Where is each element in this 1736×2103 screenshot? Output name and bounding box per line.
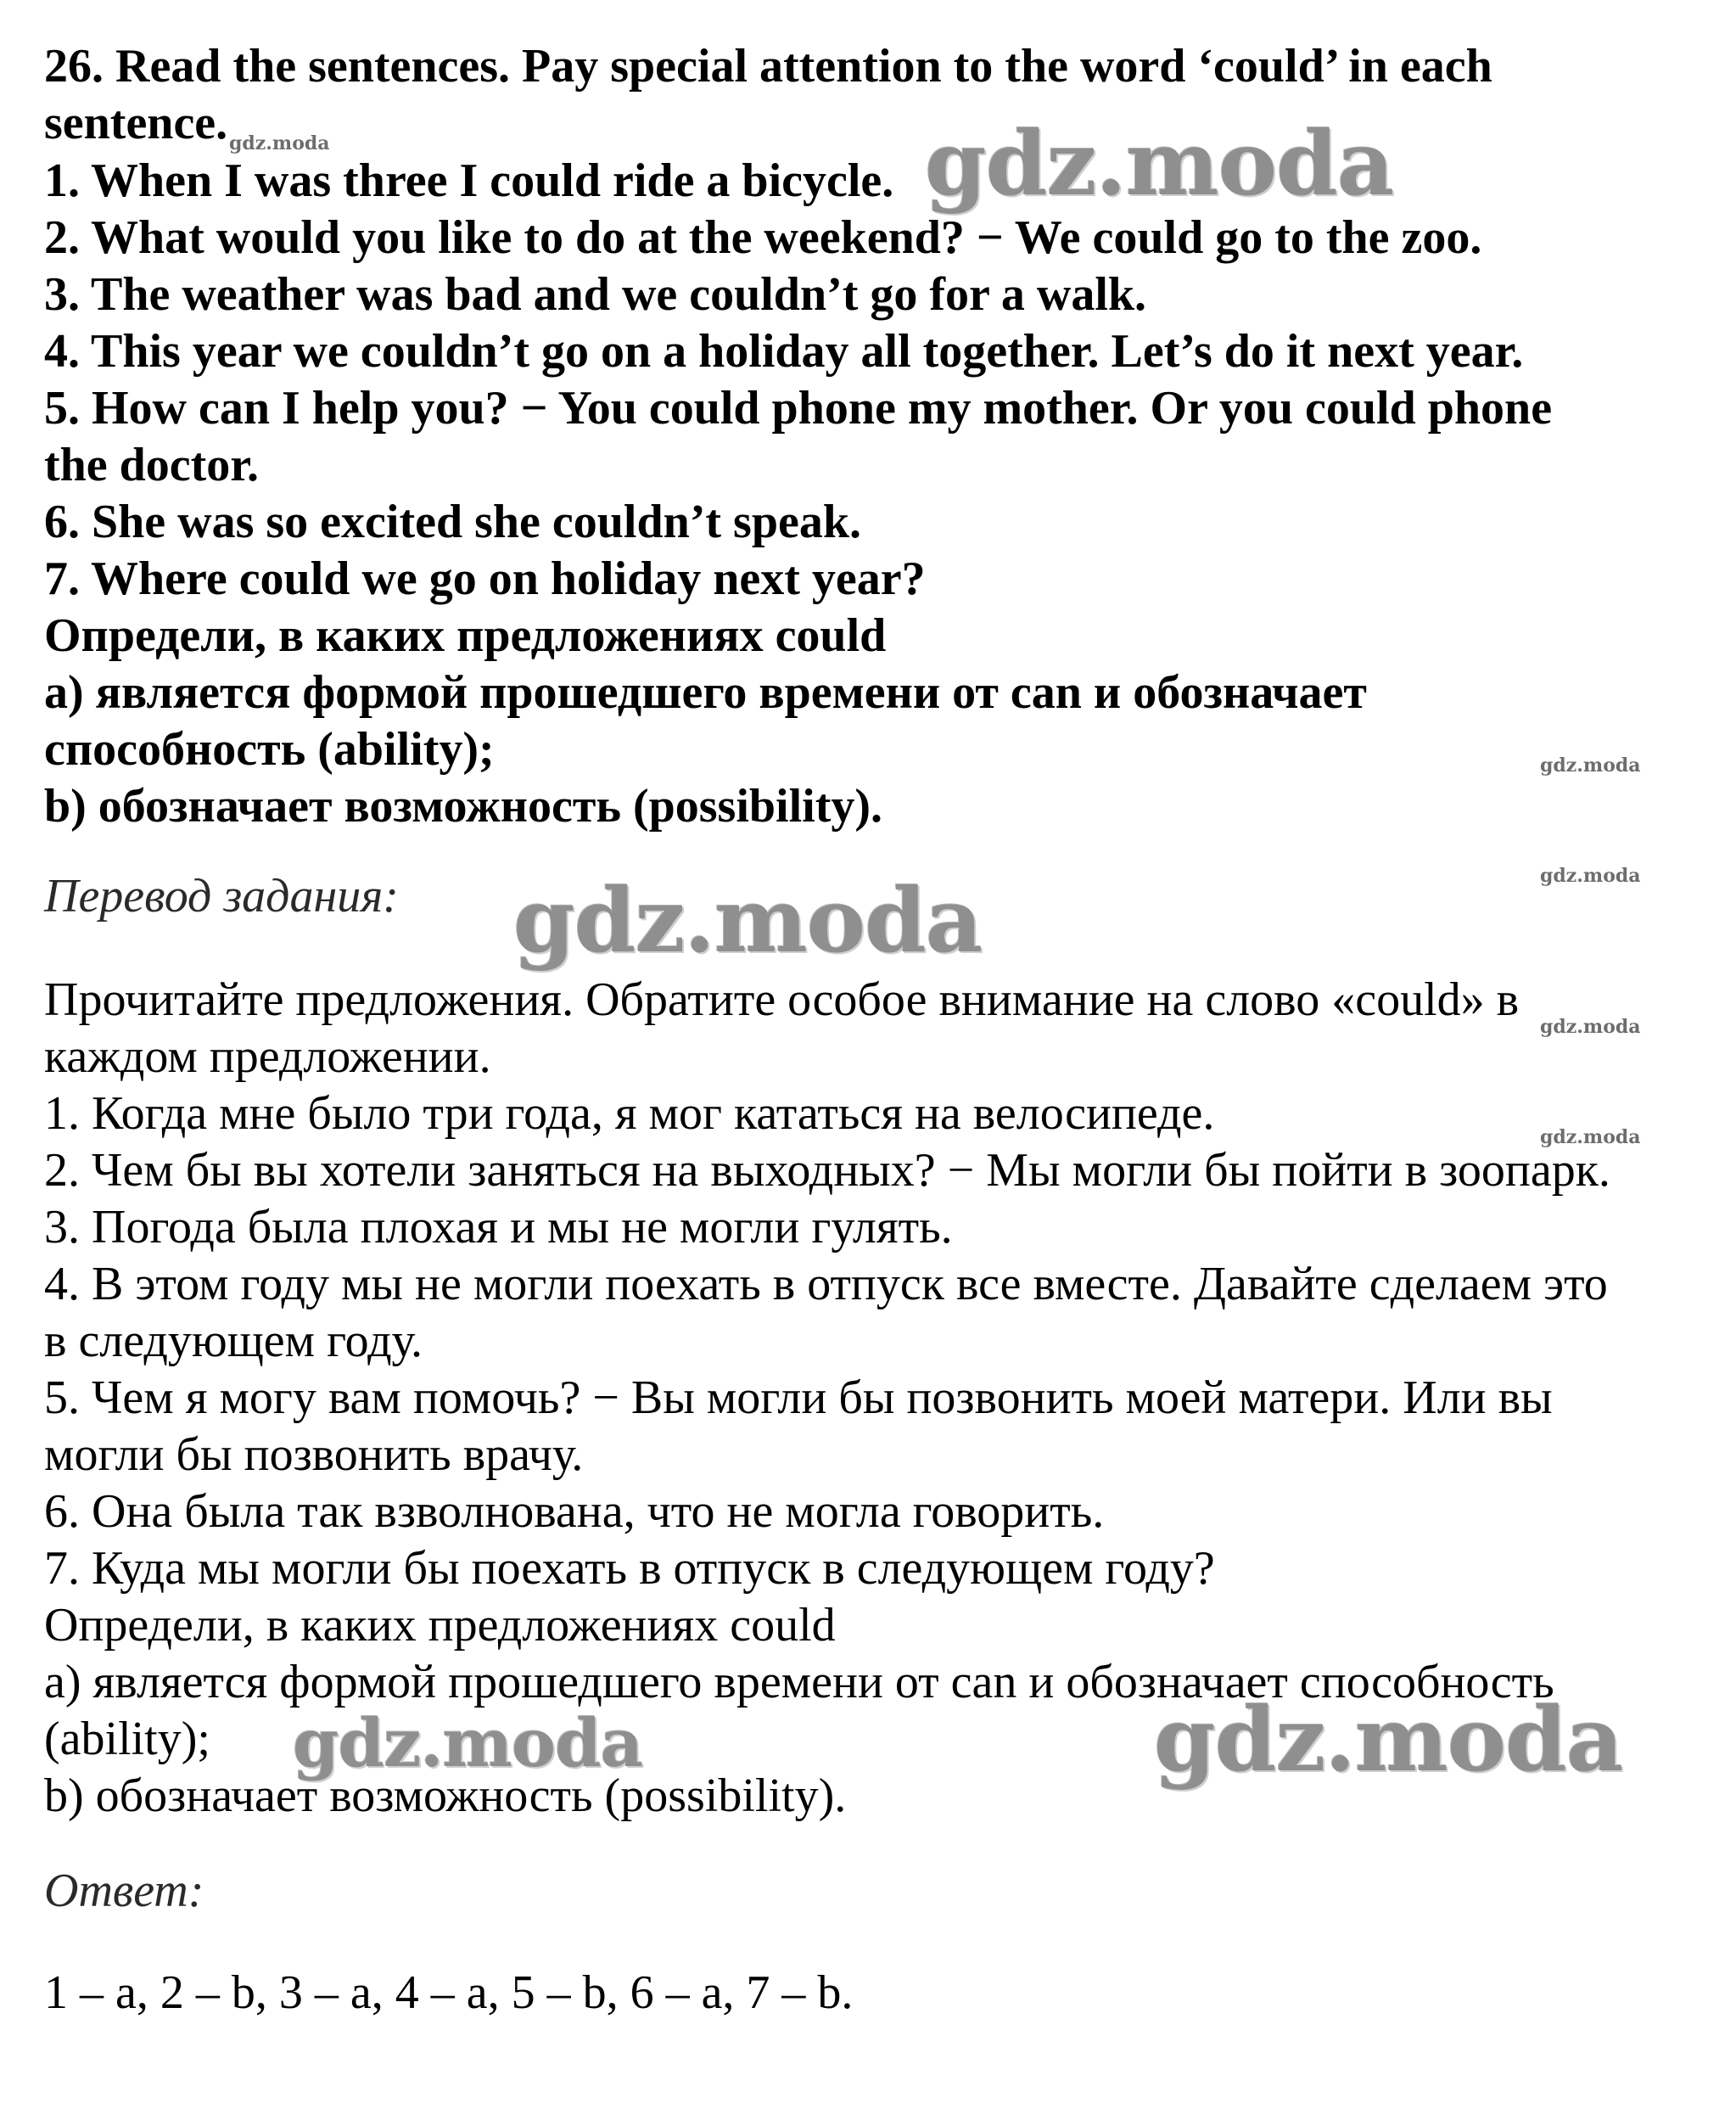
watermark: gdz.moda (513, 868, 983, 973)
translation-line: 3. Погода была плохая и мы не могли гулять. (44, 1201, 953, 1253)
task-instruction: Определи, в каких предложениях could (44, 609, 887, 662)
watermark: gdz.moda (1154, 1687, 1623, 1792)
task-instruction: a) является формой прошедшего времени от can и обозначает (44, 666, 1367, 719)
translation-line: (ability); (44, 1713, 210, 1765)
task-sentence: 3. The weather was bad and we couldn’t go for a walk. (44, 268, 1147, 321)
answer-label: Ответ: (44, 1865, 204, 1917)
task-heading-continued: sentence. (44, 97, 228, 149)
translation-line: Определи, в каких предложениях could (44, 1599, 836, 1652)
watermark: gdz.moda (229, 132, 330, 154)
task-sentence: 2. What would you like to do at the weekend? − We could go to the zoo. (44, 211, 1482, 264)
answer-text: 1 – a, 2 – b, 3 – a, 4 – a, 5 – b, 6 – a, 7 – b. (44, 1966, 854, 2019)
task-heading: 26. Read the sentences. Pay special attention to the word ‘could’ in each (44, 40, 1492, 93)
translation-line: 6. Она была так взволнована, что не могла говорить. (44, 1485, 1105, 1538)
translation-line: b) обозначает возможность (possibility). (44, 1769, 847, 1822)
task-instruction: b) обозначает возможность (possibility). (44, 780, 883, 833)
watermark: gdz.moda (1540, 754, 1641, 777)
translation-line: 2. Чем бы вы хотели заняться на выходных? − Мы могли бы пойти в зоопарк. (44, 1144, 1610, 1197)
translation-label: Перевод задания: (44, 870, 399, 923)
watermark: gdz.moda (293, 1705, 643, 1782)
translation-line: могли бы позвонить врачу. (44, 1428, 584, 1481)
watermark: gdz.moda (1540, 865, 1641, 887)
task-sentence: the doctor. (44, 439, 260, 491)
task-sentence: 6. She was so excited she couldn’t speak. (44, 496, 861, 548)
task-sentence: 7. Where could we go on holiday next year? (44, 552, 926, 605)
task-sentence: 4. This year we couldn’t go on a holiday all together. Let’s do it next year. (44, 325, 1524, 378)
translation-line: a) является формой прошедшего времени от can и обозначает способность (44, 1656, 1554, 1708)
watermark: gdz.moda (925, 111, 1394, 216)
watermark: gdz.moda (1540, 1016, 1641, 1038)
watermark: gdz.moda (1540, 1126, 1641, 1148)
translation-line: каждом предложении. (44, 1030, 491, 1083)
translation-line: Прочитайте предложения. Обратите особое внимание на слово «could» в (44, 973, 1520, 1026)
translation-line: 1. Когда мне было три года, я мог кататься на велосипеде. (44, 1087, 1215, 1140)
translation-line: 7. Куда мы могли бы поехать в отпуск в следующем году? (44, 1542, 1215, 1595)
task-sentence: 5. How can I help you? − You could phone my mother. Or you could phone (44, 382, 1553, 435)
task-instruction: способность (ability); (44, 723, 495, 776)
translation-line: в следующем году. (44, 1315, 423, 1367)
translation-line: 5. Чем я могу вам помочь? − Вы могли бы позвонить моей матери. Или вы (44, 1371, 1553, 1424)
task-sentence: 1. When I was three I could ride a bicycle. (44, 154, 894, 207)
translation-line: 4. В этом году мы не могли поехать в отпуск все вместе. Давайте сделаем это (44, 1258, 1608, 1310)
